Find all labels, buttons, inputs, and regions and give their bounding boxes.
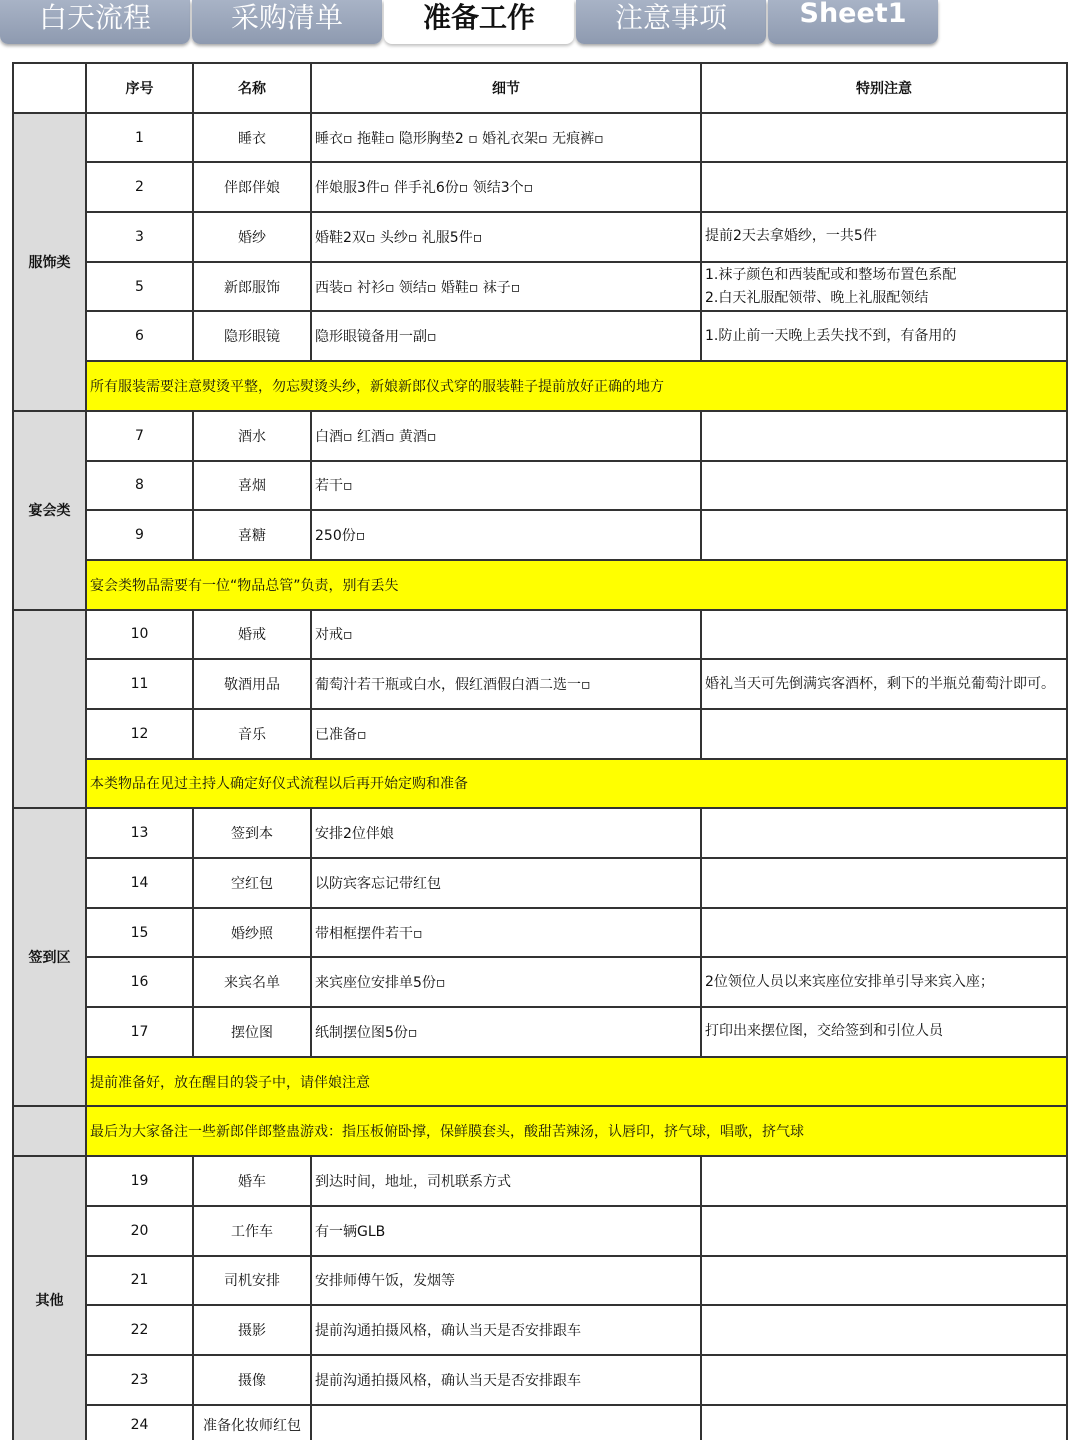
cell-detail[interactable]: 对戒▫ xyxy=(311,610,701,660)
cell-name[interactable]: 签到本 xyxy=(193,808,311,858)
cell-name[interactable]: 酒水 xyxy=(193,411,311,461)
cell-num[interactable]: 22 xyxy=(86,1305,193,1355)
table-row xyxy=(13,709,1067,759)
cell-num[interactable]: 14 xyxy=(86,858,193,908)
cell-detail[interactable]: 婚鞋2双▫ 头纱▫ 礼服5件▫ xyxy=(311,212,701,262)
cell-name[interactable]: 喜糖 xyxy=(193,510,311,560)
table-row xyxy=(13,461,1067,511)
table-row xyxy=(13,510,1067,560)
cell-name[interactable]: 摆位图 xyxy=(193,1007,311,1057)
table-row xyxy=(13,1156,1067,1206)
cell-note[interactable] xyxy=(701,808,1067,858)
tab-notes[interactable]: 注意事项 xyxy=(576,0,766,44)
category-cell-blank[interactable] xyxy=(13,1106,86,1156)
cell-detail[interactable]: 伴娘服3件▫ 伴手礼6份▫ 领结3个▫ xyxy=(311,162,701,212)
table-row xyxy=(13,113,1067,163)
cell-name[interactable]: 伴郎伴娘 xyxy=(193,162,311,212)
cell-note[interactable] xyxy=(701,1405,1067,1440)
cell-note[interactable] xyxy=(701,1355,1067,1405)
cell-num[interactable]: 12 xyxy=(86,709,193,759)
cell-note[interactable] xyxy=(701,1305,1067,1355)
header-row xyxy=(13,63,1067,113)
cell-num[interactable]: 2 xyxy=(86,162,193,212)
cell-note[interactable] xyxy=(701,1206,1067,1256)
cell-note[interactable]: 1.袜子颜色和西装配或和整场布置色系配 2.白天礼服配领带、晚上礼服配领结 xyxy=(701,262,1067,312)
table-row xyxy=(13,957,1067,1007)
cell-detail[interactable]: 睡衣▫ 拖鞋▫ 隐形胸垫2 ▫ 婚礼衣架▫ 无痕裤▫ xyxy=(311,113,701,163)
cell-note[interactable]: 提前2天去拿婚纱，一共5件 xyxy=(701,212,1067,262)
cell-name[interactable]: 来宾名单 xyxy=(193,957,311,1007)
sheet-tab-bar xyxy=(0,0,1080,46)
cell-note[interactable] xyxy=(701,1256,1067,1306)
cell-detail[interactable]: 若干▫ xyxy=(311,461,701,511)
cell-name[interactable]: 婚纱 xyxy=(193,212,311,262)
table-row xyxy=(13,162,1067,212)
cell-name[interactable]: 婚纱照 xyxy=(193,908,311,958)
cell-name[interactable]: 婚戒 xyxy=(193,610,311,660)
cell-detail[interactable]: 250份▫ xyxy=(311,510,701,560)
tab-preparation[interactable]: 准备工作 xyxy=(384,0,574,44)
cell-num[interactable]: 13 xyxy=(86,808,193,858)
cell-note[interactable] xyxy=(701,411,1067,461)
cell-detail[interactable]: 提前沟通拍摄风格，确认当天是否安排跟车 xyxy=(311,1355,701,1405)
cell-name[interactable]: 音乐 xyxy=(193,709,311,759)
cell-num[interactable]: 5 xyxy=(86,262,193,312)
table-row xyxy=(13,858,1067,908)
category-cell-blank[interactable] xyxy=(13,610,86,809)
header-note[interactable]: 特别注意 xyxy=(701,63,1067,113)
cell-name[interactable]: 司机安排 xyxy=(193,1256,311,1306)
cell-detail[interactable]: 来宾座位安排单5份▫ xyxy=(311,957,701,1007)
preparation-table xyxy=(12,62,1068,1440)
cell-num[interactable]: 1 xyxy=(86,113,193,163)
cell-num[interactable]: 16 xyxy=(86,957,193,1007)
cell-num[interactable]: 20 xyxy=(86,1206,193,1256)
category-cell-checkin[interactable]: 签到区 xyxy=(13,808,86,1106)
cell-name[interactable]: 敬酒用品 xyxy=(193,659,311,709)
cell-detail[interactable]: 已准备▫ xyxy=(311,709,701,759)
cell-name[interactable]: 喜烟 xyxy=(193,461,311,511)
header-category-cell[interactable] xyxy=(13,63,86,113)
cell-name[interactable]: 睡衣 xyxy=(193,113,311,163)
tab-shopping-list[interactable]: 采购清单 xyxy=(192,0,382,44)
table-row xyxy=(13,1256,1067,1306)
cell-num[interactable]: 15 xyxy=(86,908,193,958)
cell-detail[interactable]: 提前沟通拍摄风格，确认当天是否安排跟车 xyxy=(311,1305,701,1355)
category-cell-other[interactable]: 其他 xyxy=(13,1156,86,1440)
header-num[interactable]: 序号 xyxy=(86,63,193,113)
cell-note[interactable] xyxy=(701,461,1067,511)
cell-num[interactable]: 3 xyxy=(86,212,193,262)
cell-note[interactable]: 婚礼当天可先倒满宾客酒杯，剩下的半瓶兑葡萄汁即可。 xyxy=(701,659,1067,709)
cell-name[interactable]: 隐形眼镜 xyxy=(193,311,311,361)
header-detail[interactable]: 细节 xyxy=(311,63,701,113)
cell-num[interactable]: 11 xyxy=(86,659,193,709)
cell-detail[interactable] xyxy=(311,1405,701,1440)
table-row xyxy=(13,311,1067,361)
cell-note[interactable] xyxy=(701,162,1067,212)
cell-name[interactable]: 新郎服饰 xyxy=(193,262,311,312)
table-row xyxy=(13,212,1067,262)
table-row xyxy=(13,908,1067,958)
cell-note[interactable] xyxy=(701,908,1067,958)
table-row xyxy=(13,659,1067,709)
note-row xyxy=(13,361,1067,411)
note-row xyxy=(13,1057,1067,1107)
cell-detail[interactable]: 有一辆GLB xyxy=(311,1206,701,1256)
highlight-note-ceremony[interactable]: 本类物品在见过主持人确定好仪式流程以后再开始定购和准备 xyxy=(86,759,1067,809)
cell-name[interactable]: 婚车 xyxy=(193,1156,311,1206)
cell-detail[interactable]: 白酒▫ 红酒▫ 黄酒▫ xyxy=(311,411,701,461)
table-row xyxy=(13,808,1067,858)
cell-note[interactable]: 打印出来摆位图，交给签到和引位人员 xyxy=(701,1007,1067,1057)
cell-num[interactable]: 21 xyxy=(86,1256,193,1306)
cell-detail[interactable]: 到达时间，地址，司机联系方式 xyxy=(311,1156,701,1206)
table-row xyxy=(13,1355,1067,1405)
cell-detail[interactable]: 以防宾客忘记带红包 xyxy=(311,858,701,908)
tab-sheet1[interactable]: Sheet1 xyxy=(768,0,938,44)
table-row xyxy=(13,1007,1067,1057)
note-row xyxy=(13,759,1067,809)
cell-num[interactable]: 8 xyxy=(86,461,193,511)
note-row xyxy=(13,1106,1067,1156)
highlight-note-banquet[interactable]: 宴会类物品需要有一位“物品总管”负责，别有丢失 xyxy=(86,560,1067,610)
highlight-note-checkin[interactable]: 提前准备好，放在醒目的袋子中，请伴娘注意 xyxy=(86,1057,1067,1107)
cell-num[interactable]: 24 xyxy=(86,1405,193,1440)
tab-daytime-flow[interactable]: 白天流程 xyxy=(0,0,190,44)
table-row xyxy=(13,1206,1067,1256)
highlight-note-games[interactable]: 最后为大家备注一些新郎伴郎整蛊游戏：指压板俯卧撑，保鲜膜套头，酸甜苦辣汤，认唇印，挤气球，唱歌，挤气球 xyxy=(86,1106,1067,1156)
table-row xyxy=(13,610,1067,660)
cell-num[interactable]: 23 xyxy=(86,1355,193,1405)
header-name[interactable]: 名称 xyxy=(193,63,311,113)
cell-name[interactable]: 摄像 xyxy=(193,1355,311,1405)
cell-detail[interactable]: 西装▫ 衬衫▫ 领结▫ 婚鞋▫ 袜子▫ xyxy=(311,262,701,312)
cell-name[interactable]: 摄影 xyxy=(193,1305,311,1355)
cell-detail[interactable]: 隐形眼镜备用一副▫ xyxy=(311,311,701,361)
cell-note[interactable] xyxy=(701,510,1067,560)
cell-note[interactable] xyxy=(701,1156,1067,1206)
table-row xyxy=(13,411,1067,461)
cell-num[interactable]: 9 xyxy=(86,510,193,560)
cell-note[interactable] xyxy=(701,858,1067,908)
table-row xyxy=(13,1405,1067,1440)
cell-name[interactable]: 空红包 xyxy=(193,858,311,908)
category-cell-clothing[interactable]: 服饰类 xyxy=(13,113,86,411)
cell-note[interactable] xyxy=(701,113,1067,163)
cell-name[interactable]: 工作车 xyxy=(193,1206,311,1256)
table-row xyxy=(13,262,1067,312)
cell-name[interactable]: 准备化妆师红包 xyxy=(193,1405,311,1440)
cell-detail[interactable]: 葡萄汁若干瓶或白水，假红酒假白酒二选一▫ xyxy=(311,659,701,709)
cell-num[interactable]: 7 xyxy=(86,411,193,461)
table-row xyxy=(13,1305,1067,1355)
note-row xyxy=(13,560,1067,610)
cell-num[interactable]: 17 xyxy=(86,1007,193,1057)
cell-num[interactable]: 10 xyxy=(86,610,193,660)
highlight-note-clothing[interactable]: 所有服装需要注意熨烫平整，勿忘熨烫头纱，新娘新郎仪式穿的服装鞋子提前放好正确的地方 xyxy=(86,361,1067,411)
cell-note[interactable]: 1.防止前一天晚上丢失找不到，有备用的 xyxy=(701,311,1067,361)
cell-detail[interactable]: 带相框摆件若干▫ xyxy=(311,908,701,958)
cell-detail[interactable]: 纸制摆位图5份▫ xyxy=(311,1007,701,1057)
cell-note[interactable]: 2位领位人员以来宾座位安排单引导来宾入座； xyxy=(701,957,1067,1007)
cell-note[interactable] xyxy=(701,709,1067,759)
cell-note[interactable] xyxy=(701,610,1067,660)
category-cell-banquet[interactable]: 宴会类 xyxy=(13,411,86,610)
cell-detail[interactable]: 安排2位伴娘 xyxy=(311,808,701,858)
cell-num[interactable]: 19 xyxy=(86,1156,193,1206)
cell-num[interactable]: 6 xyxy=(86,311,193,361)
cell-detail[interactable]: 安排师傅午饭，发烟等 xyxy=(311,1256,701,1306)
